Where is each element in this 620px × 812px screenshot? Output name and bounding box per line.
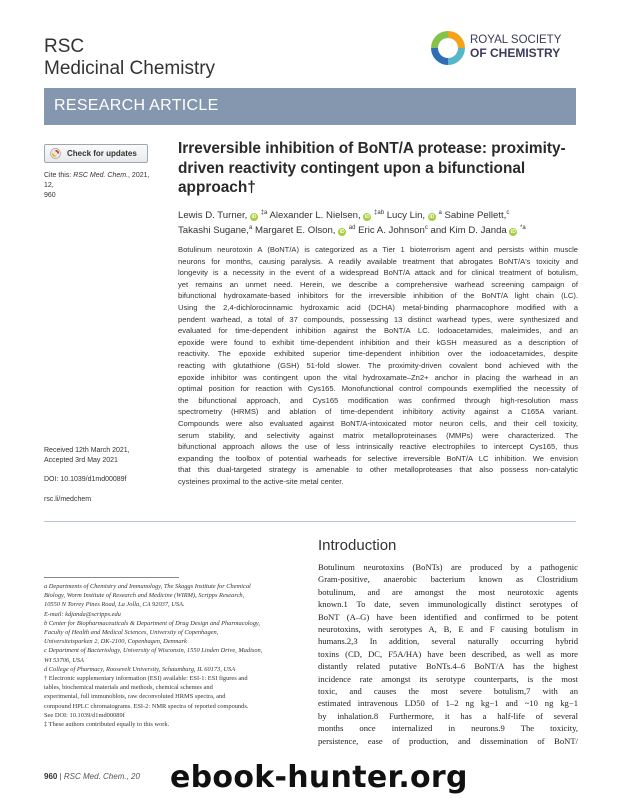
- abstract-line: reacting with glutathione (GSH) 51-fold slower. The proximity-driven covalent bond achieved with the: [178, 360, 578, 370]
- intro-line: toxic, and causes the most severe botulism,7 with an: [318, 686, 578, 697]
- article-title: Irreversible inhibition of BoNT/A protease: proximity-driven reactivity contingent upon a bifunctional approach†: [178, 140, 566, 196]
- journal-link[interactable]: rsc.li/medchem: [44, 496, 92, 503]
- intro-line: incidence rate amongst its serotype counterparts, is the most: [318, 673, 578, 684]
- affiliation-line: 10550 N Torrey Pines Road, La Jolla, CA 92037, USA.: [44, 601, 185, 609]
- affiliation-line: d College of Pharmacy, Roosevelt University, Schaumburg, IL 60173, USA: [44, 665, 236, 673]
- journal-line2: Medicinal Chemistry: [44, 58, 216, 79]
- affiliation-line: c Department of Bacteriology, University of Wisconsin, 1550 Linden Drive, Madison,: [44, 647, 263, 655]
- abstract-line: epoxide were found to exhibit time-dependent inhibition and their kGSH measured as a description of: [178, 337, 578, 347]
- intro-line: Botulinum neurotoxins (BoNTs) are produced by a pathogenic: [318, 562, 578, 572]
- abstract-line: evaluated for time-dependent inhibition against the BoNT/A LC. Iodoacetamides, maleimides, and an: [178, 326, 578, 336]
- intro-line: by inhalation.8 Furthermore, it has a half-life of several: [318, 710, 578, 721]
- watermark: ebook-hunter.org: [170, 760, 468, 795]
- intro-line: estimated intravenous LD50 of 1–2 ng kg−1 and ~10 ng kg−1: [318, 698, 578, 709]
- abstract-line: neurons for months, causing paralysis. A readily available treatment that abrogates BoNT/A's toxicity and: [178, 256, 578, 266]
- abstract-line: bifunctional hydroxamate-based inhibitors for the irreversible inhibition of the BoNT/A light chain (LC).: [178, 291, 578, 301]
- rsc-logo: [428, 26, 588, 76]
- affiliation-line: Universitetsparken 2, DK-2100, Copenhagen, Denmark: [44, 638, 187, 646]
- abstract-line: Using the 2,4-dichlorocinnamic hydroxamic acid (DCHA) metal-binding pharmacophore modified with a: [178, 302, 578, 312]
- intro-line: months once internalized in neurons.9 The toxicity,: [318, 723, 578, 734]
- equal-contribution-note: ‡ These authors contributed equally to this work.: [44, 721, 170, 729]
- cite-journal: RSC Med. Chem.: [73, 172, 129, 179]
- intro-line: BoNT (A–G) have been identified and confirmed to be potent: [318, 611, 578, 622]
- author-sugane: Takashi Sugane,: [178, 225, 249, 237]
- abstract-line: spectrometry (HRMS) and ablation of time-dependent inhibitory activity against a C165A variant.: [178, 407, 578, 417]
- cite-prefix: Cite this:: [44, 172, 74, 179]
- page-number: 960: [44, 772, 58, 781]
- esi-note-line: † Electronic supplementary information (ESI) available: ESI-1: ESI figures and: [44, 675, 248, 683]
- doi[interactable]: DOI: 10.1039/d1md00089f: [44, 476, 127, 483]
- received-date: Received 12th March 2021,: [44, 447, 130, 454]
- article-type-band: [44, 88, 576, 125]
- abstract-line: the bifunctional approach, and Cys165 modification was confirmed through high-resolution mass: [178, 395, 578, 405]
- affiliation-email[interactable]: E-mail: kdjanda@scripps.edu: [44, 610, 121, 618]
- footnote-rule: [44, 577, 179, 578]
- journal-line1: RSC: [44, 36, 85, 57]
- orcid-icon[interactable]: iD: [364, 214, 370, 221]
- abstract-line: yet remains an unmet need. Herein, we describe a comprehensive warhead screening campaign of: [178, 279, 578, 289]
- logo-line1: ROYAL SOCIETY: [470, 34, 562, 46]
- intro-heading: Introduction: [318, 537, 397, 554]
- intro-line: Gram-positive, anaerobic bacterium known as Clostridium: [318, 574, 578, 585]
- article-type: RESEARCH ARTICLE: [54, 97, 219, 114]
- abstract-line: Compounds were also evaluated against BoNT/A-intoxicated motor neuron cells, and their cell toxicity,: [178, 418, 578, 428]
- author-list: [178, 207, 578, 237]
- footer-citation: RSC Med. Chem., 20: [63, 772, 140, 781]
- check-updates-label: Check for updates: [67, 149, 137, 158]
- rsc-logo-text: [470, 34, 561, 61]
- abstract-line: that this dual-targeted strategy is amenable to other metalloproteases that also possess non-catalytic: [178, 465, 578, 475]
- abstract-line: Botulinum neurotoxin A (BoNT/A) is categorized as a Tier 1 bioterrorism agent and persists within muscle: [178, 245, 578, 254]
- orcid-icon[interactable]: iD: [429, 214, 435, 221]
- rsc-logo-icon: [428, 28, 468, 68]
- affiliation-line: b Center for Biopharmaceuticals & Department of Drug Design and Pharmacology,: [44, 619, 261, 627]
- authors-line2: Takashi Sugane,$^a$ Margaret E. Olson, iD $^{ad}$ Eric A. Johnson$^c$ and Kim D. Janda iD $^{*a}$: [178, 225, 526, 237]
- orcid-icon[interactable]: iD: [510, 229, 516, 236]
- abstract-line: serum stability, and selectivity against matrix metalloproteinases (MMPs) were characterized. The: [178, 430, 578, 440]
- abstract-line: pendent warhead, a total of 37 compounds, possessing 13 distinct warhead types, were synthesized and: [178, 314, 578, 324]
- intro-line: neurotoxins, with serotypes A, B, E and F causing botulism in: [318, 624, 578, 635]
- abstract-line: optimal position for reaction with Cys165. Monofunctional control compounds exemplified the necessity of: [178, 384, 578, 394]
- affiliations: [44, 582, 294, 729]
- check-for-updates-button[interactable]: [44, 144, 148, 163]
- intro-line: botulinum, and are amongst the most neurotoxic agents: [318, 586, 578, 597]
- intro-line: humans.2,3 In addition, several naturally occurring hybrid: [318, 636, 578, 647]
- abstract: [178, 244, 578, 487]
- logo-line2: OF CHEMISTRY: [470, 46, 561, 60]
- abstract-line: reactivity. The epoxide exhibited superior time-dependent inhibition over the iodoacetamides, despite: [178, 349, 578, 359]
- cite-rest: , 2021, 12,: [44, 172, 150, 189]
- affiliation-line: Biology, Worm Institute of Research and Medicine (WIRM), Scripps Research,: [44, 592, 245, 600]
- abstract-line: bifunctional approach allows the use of less intrinsically reactive electrophiles to intercept Cys165, thus: [178, 442, 578, 452]
- esi-note-line: tables, biochemical materials and methods, chemical schemes and: [44, 684, 213, 692]
- dates: [44, 446, 164, 466]
- cite-this: [44, 171, 152, 201]
- accepted-date: Accepted 3rd May 2021: [44, 457, 118, 464]
- affiliation-line: Faculty of Health and Medical Sciences, University of Copenhagen,: [44, 629, 219, 637]
- cite-page: 960: [44, 192, 56, 199]
- journal-name: [44, 36, 215, 80]
- section-divider: [44, 521, 576, 522]
- esi-doi-link[interactable]: See DOI: 10.1039/d1md00089f: [44, 711, 125, 719]
- affiliation-line: WI 53706, USA: [44, 656, 84, 664]
- intro-body: [318, 561, 578, 747]
- author-turner: Lewis D. Turner,: [178, 210, 250, 222]
- intro-line: persistence, ease of production, and dissemination of BoNT/: [318, 735, 578, 746]
- affiliation-line: a Departments of Chemistry and Immunology, The Skaggs Institute for Chemical: [44, 583, 251, 590]
- esi-note-line: compound HPLC chromatograms. ESI-2: NMR spectra of reported compounds.: [44, 702, 249, 710]
- intro-line: distantly related putative BoNTs.4–6 BoNT/A has the highest: [318, 661, 578, 672]
- abstract-line: cysteines proximal to the active-site metal center.: [178, 476, 344, 486]
- esi-note-line: experimental, full immunoblots, raw deconvoluted HRMS spectra, and: [44, 693, 226, 701]
- orcid-icon[interactable]: iD: [339, 229, 345, 236]
- abstract-line: expanding the toolbox of potential warheads for selective irreversible BoNT/A LC inhibition. We envision: [178, 453, 578, 463]
- check-updates-icon: [50, 148, 61, 159]
- footer-separator: |: [59, 772, 64, 781]
- abstract-line: epoxide inhibitor was contingent upon the vital hydroxamate–Zn2+ anchor in placing the warhead in an: [178, 372, 578, 382]
- intro-line: known.1 To date, seven immunologically distinct serotypes of: [318, 599, 578, 610]
- orcid-icon[interactable]: iD: [251, 214, 257, 221]
- authors-line1: Lewis D. Turner, iD $^{\ddagger a}$ Alexander L. Nielsen, iD $^{\ddagger ab}$ Lucy Lin, iD $^a$ Sabine Pellett,$^c$: [178, 210, 510, 222]
- intro-line: toxins (CD, DC, F5A/HA) have been described, as well as more: [318, 648, 578, 659]
- abstract-line: longevity is a necessity in the event of a widespread BoNT/A attack and for clinical treatment of botulism,: [178, 268, 578, 278]
